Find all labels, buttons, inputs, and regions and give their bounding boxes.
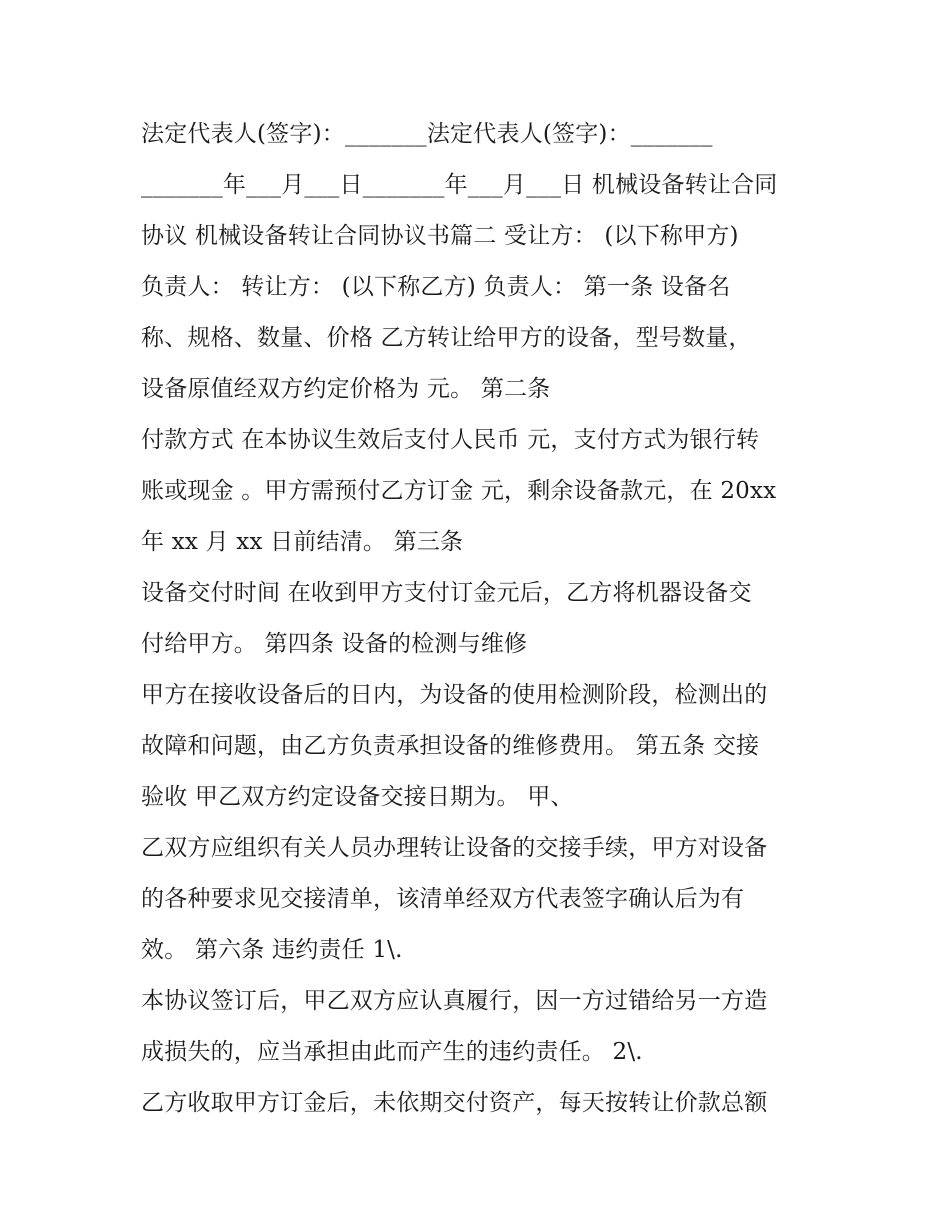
text-line: 设备原值经双方约定价格为 元。 第二条	[141, 376, 551, 402]
text-line: 设备交付时间 在收到甲方支付订金元后，乙方将机器设备交	[141, 580, 752, 606]
text-line: 账或现金 。甲方需预付乙方订金 元，剩余设备款元，在 20xx	[141, 478, 777, 504]
text-line: _______年___月___日_______年___月___日 机械设备转让合同	[141, 172, 778, 198]
text-line: 年 xx 月 xx 日前结清。 第三条	[141, 529, 464, 555]
text-line: 乙双方应组织有关人员办理转让设备的交接手续，甲方对设备	[141, 835, 768, 861]
text-line: 法定代表人(签字)：_______法定代表人(签字)：_______	[141, 121, 713, 147]
text-line: 乙方收取甲方订金后，未依期交付资产，每天按转让价款总额	[141, 1090, 768, 1116]
text-line: 效。 第六条 违约责任 1\.	[141, 937, 403, 963]
text-line: 本协议签订后，甲乙双方应认真履行，因一方过错给另一方造	[141, 988, 768, 1014]
text-line: 协议 机械设备转让合同协议书篇二 受让方： (以下称甲方)	[141, 223, 739, 249]
text-line: 成损失的，应当承担由此而产生的违约责任。 2\.	[141, 1039, 643, 1065]
text-line: 付给甲方。 第四条 设备的检测与维修	[141, 631, 528, 657]
text-line: 称、规格、数量、价格 乙方转让给甲方的设备，型号数量，	[141, 325, 752, 351]
text-line: 故障和问题，由乙方负责承担设备的维修费用。 第五条 交接	[141, 733, 760, 759]
text-line: 甲方在接收设备后的日内，为设备的使用检测阶段，检测出的	[141, 682, 768, 708]
text-line: 付款方式 在本协议生效后支付人民币 元，支付方式为银行转	[141, 427, 760, 453]
text-line: 验收 甲乙双方约定设备交接日期为。 甲、	[141, 784, 574, 810]
text-line: 的各种要求见交接清单，该清单经双方代表签字确认后为有	[141, 886, 745, 912]
contract-body-text	[141, 109, 831, 1129]
text-line: 负责人： 转让方： (以下称乙方) 负责人： 第一条 设备名	[141, 274, 731, 300]
